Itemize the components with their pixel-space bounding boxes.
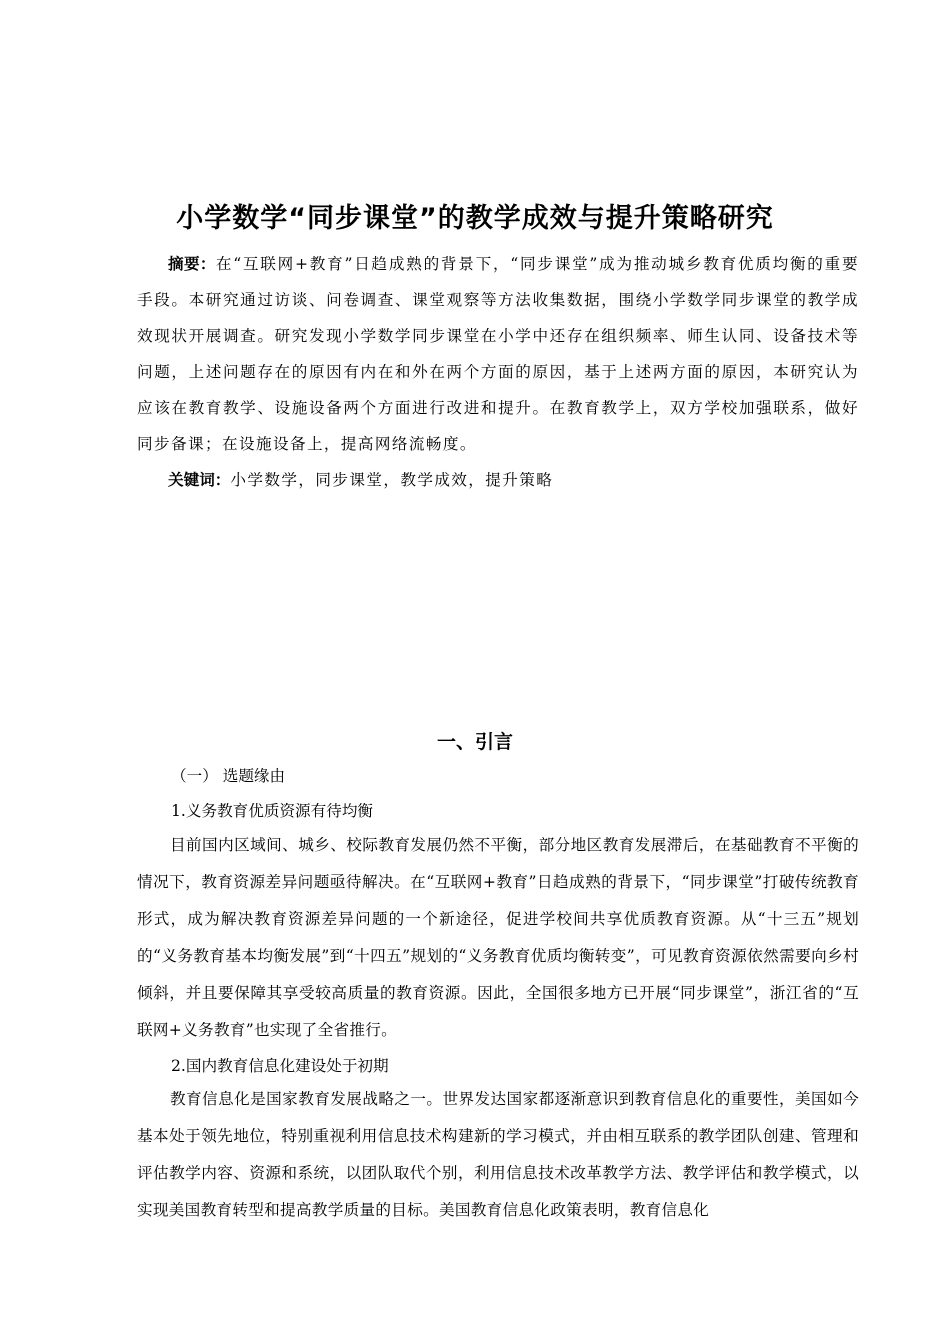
item2-paragraph: 教育信息化是国家教育发展战略之一。世界发达国家都逐渐意识到教育信息化的重要性，美国如今基本处于领先地位，特别重视利用信息技术构建新的学习模式，并由相互联系的教学团队创建、管理和评估教学内容、资源和系统，以团队取代个别，利用信息技术改革教学方法、教学评估和教学模式，以实现美国教育转型和提高教学质量的目标。美国教育信息化政策表明，教育信息化 bbox=[137, 1090, 859, 1219]
item1-paragraph: 目前国内区域间、城乡、校际教育发展仍然不平衡，部分地区教育发展滞后，在基础教育不平衡的情况下，教育资源差异问题亟待解决。在“互联网+教育”日趋成熟的背景下，“同步课堂”打破传统教育形式，成为解决教育资源差异问题的一个新途径，促进学校间共享优质教育资源。从“十三五”规划的“义务教育基本均衡发展”到“十四五”规划的“义务教育优质均衡转变”，可见教育资源依然需要向乡村倾斜，并且要保障其享受较高质量的教育资源。因此，全国很多地方已开展“同步课堂”，浙江省的“互联网+义务教育”也实现了全省推行。 bbox=[137, 836, 859, 1039]
keywords-label: 关键词： bbox=[168, 471, 231, 489]
keywords bbox=[168, 464, 553, 496]
abstract-text: 在“互联网+教育”日趋成熟的背景下，“同步课堂”成为推动城乡教育优质均衡的重要手段。本研究通过访谈、问卷调查、课堂观察等方法收集数据，围绕小学数学同步课堂的教学成效现状开展调查。研究发现小学数学同步课堂在小学中还存在组织频率、师生认同、设备技术等问题，上述问题存在的原因有内在和外在两个方面的原因，基于上述两方面的原因，本研究认为应该在教育教学、设施设备两个方面进行改进和提升。在教育教学上，双方学校加强联系，做好同步备课；在设施设备上，提高网络流畅度。 bbox=[137, 255, 859, 453]
item1-title: 1.义务教育优质资源有待均衡 bbox=[171, 802, 374, 820]
paper-title: 小学数学“同步课堂”的教学成效与提升策略研究 bbox=[176, 203, 774, 234]
abstract bbox=[137, 246, 859, 462]
subsection-heading: （一） 选题缘由 bbox=[171, 767, 286, 785]
keywords-text: 小学数学，同步课堂，教学成效，提升策略 bbox=[230, 471, 554, 489]
section-heading: 一、引言 bbox=[436, 731, 513, 753]
item2-title: 2.国内教育信息化建设处于初期 bbox=[171, 1057, 389, 1075]
abstract-label: 摘要： bbox=[168, 255, 216, 273]
